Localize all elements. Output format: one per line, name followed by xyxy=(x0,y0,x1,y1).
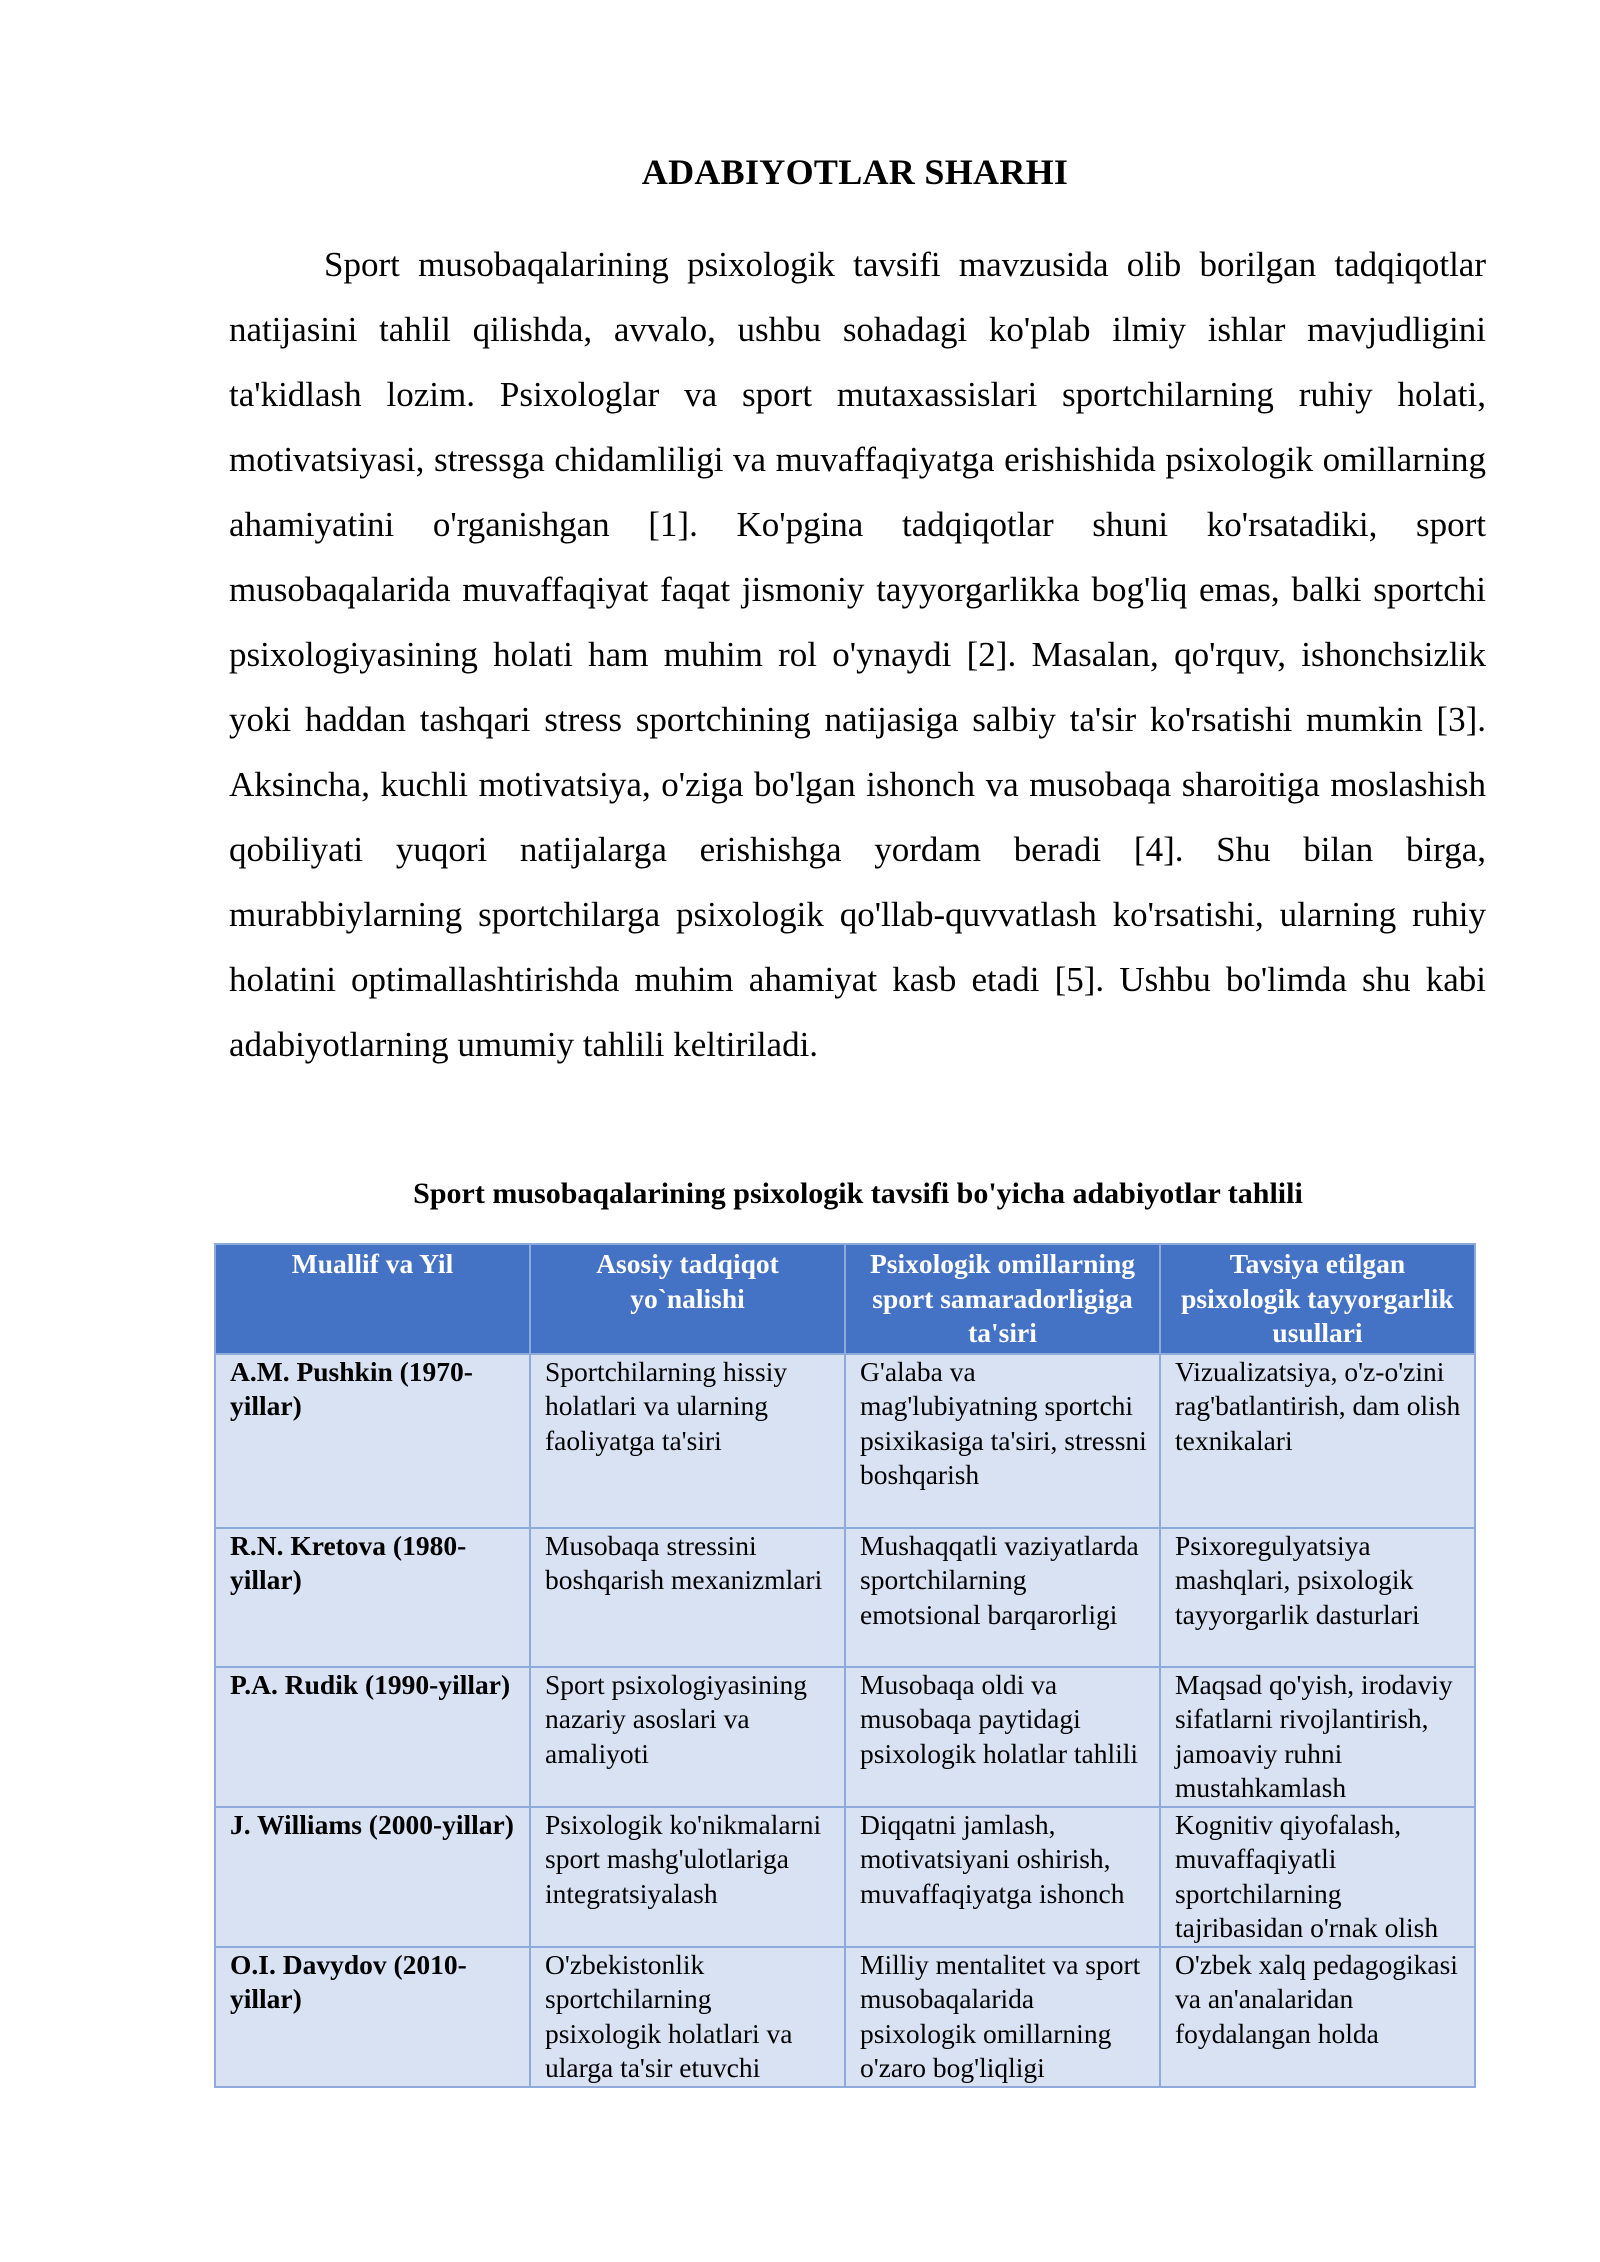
cell-psychological-impact: G'alaba va mag'lubiyatning sportchi psixikasiga ta'siri, stressni boshqarish xyxy=(845,1354,1160,1528)
cell-recommended-methods: Psixoregulyatsiya mashqlari, psixologik tayyorgarlik dasturlari xyxy=(1160,1528,1475,1667)
cell-recommended-methods: O'zbek xalq pedagogikasi va an'analaridan foydalangan holda xyxy=(1160,1947,1475,2087)
cell-recommended-methods: Vizualizatsiya, o'z-o'zini rag'batlantirish, dam olish texnikalari xyxy=(1160,1354,1475,1528)
cell-research-direction: Sportchilarning hissiy holatlari va ularning faoliyatga ta'siri xyxy=(530,1354,845,1528)
cell-research-direction: Sport psixologiyasining nazariy asoslari va amaliyoti xyxy=(530,1667,845,1807)
header-recommended-methods: Tavsiya etilgan psixologik tayyorgarlik usullari xyxy=(1160,1244,1475,1354)
section-heading: ADABIYOTLAR SHARHI xyxy=(641,152,1069,192)
cell-author: P.A. Rudik (1990-yillar) xyxy=(215,1667,530,1807)
table-row xyxy=(215,1807,1475,1947)
literature-table xyxy=(214,1243,1476,2088)
cell-author: O.I. Davydov (2010-yillar) xyxy=(215,1947,530,2087)
cell-psychological-impact: Milliy mentalitet va sport musobaqalarida psixologik omillarning o'zaro bog'liqligi xyxy=(845,1947,1160,2087)
cell-author: A.M. Pushkin (1970-yillar) xyxy=(215,1354,530,1528)
table-caption: Sport musobaqalarining psixologik tavsifi bo'yicha adabiyotlar tahlili xyxy=(413,1177,1303,1210)
table-row xyxy=(215,1667,1475,1807)
table-header-row xyxy=(215,1244,1475,1354)
header-research-direction: Asosiy tadqiqot yo`nalishi xyxy=(530,1244,845,1354)
cell-research-direction: O'zbekistonlik sportchilarning psixologik holatlari va ularga ta'sir etuvchi xyxy=(530,1947,845,2087)
table-row xyxy=(215,1528,1475,1667)
cell-author: R.N. Kretova (1980-yillar) xyxy=(215,1528,530,1667)
cell-psychological-impact: Mushaqqatli vaziyatlarda sportchilarning emotsional barqarorligi xyxy=(845,1528,1160,1667)
cell-author: J. Williams (2000-yillar) xyxy=(215,1807,530,1947)
cell-research-direction: Psixologik ko'nikmalarni sport mashg'ulotlariga integratsiyalash xyxy=(530,1807,845,1947)
table-row xyxy=(215,1354,1475,1528)
header-psychological-impact: Psixologik omillarning sport samaradorligiga ta'siri xyxy=(845,1244,1160,1354)
header-author-year: Muallif va Yil xyxy=(215,1244,530,1354)
cell-recommended-methods: Maqsad qo'yish, irodaviy sifatlarni rivojlantirish, jamoaviy ruhni mustahkamlash xyxy=(1160,1667,1475,1807)
cell-research-direction: Musobaqa stressini boshqarish mexanizmlari xyxy=(530,1528,845,1667)
cell-psychological-impact: Musobaqa oldi va musobaqa paytidagi psixologik holatlar tahlili xyxy=(845,1667,1160,1807)
table-row xyxy=(215,1947,1475,2087)
cell-recommended-methods: Kognitiv qiyofalash, muvaffaqiyatli sportchilarning tajribasidan o'rnak olish xyxy=(1160,1807,1475,1947)
cell-psychological-impact: Diqqatni jamlash, motivatsiyani oshirish, muvaffaqiyatga ishonch xyxy=(845,1807,1160,1947)
body-paragraph: Sport musobaqalarining psixologik tavsifi mavzusida olib borilgan tadqiqotlar natijasini tahlil qilishda, avvalo, ushbu sohadagi ko'plab ilmiy ishlar mavjudligini ta'kidlash lozim. Psixologlar va sport mutaxassislari sportchilarning ruhiy holati, motivatsiyasi, stressga chidamliligi va muvaffaqiyatga erishishida psixologik omillarning ahamiyatini o'rganishgan [1]. Ko'pgina tadqiqotlar shuni ko'rsatadiki, sport musobaqalarida muvaffaqiyat faqat jismoniy tayyorgarlikka bog'liq emas, balki sportchi psixologiyasining holati ham muhim rol o'ynaydi [2]. Masalan, qo'rquv, ishonchsizlik yoki haddan tashqari stress sportchining natijasiga salbiy ta'sir ko'rsatishi mumkin [3]. Aksincha, kuchli motivatsiya, o'ziga bo'lgan ishonch va musobaqa sharoitiga moslashish qobiliyati yuqori natijalarga erishishga yordam beradi [4]. Shu bilan birga, murabbiylarning sportchilarga psixologik qo'llab-quvvatlash ko'rsatishi, ularning ruhiy holatini optimallashtirishda muhim ahamiyat kasb etadi [5]. Ushbu bo'limda shu kabi adabiyotlarning umumiy tahlili keltiriladi. xyxy=(229,245,1486,1064)
